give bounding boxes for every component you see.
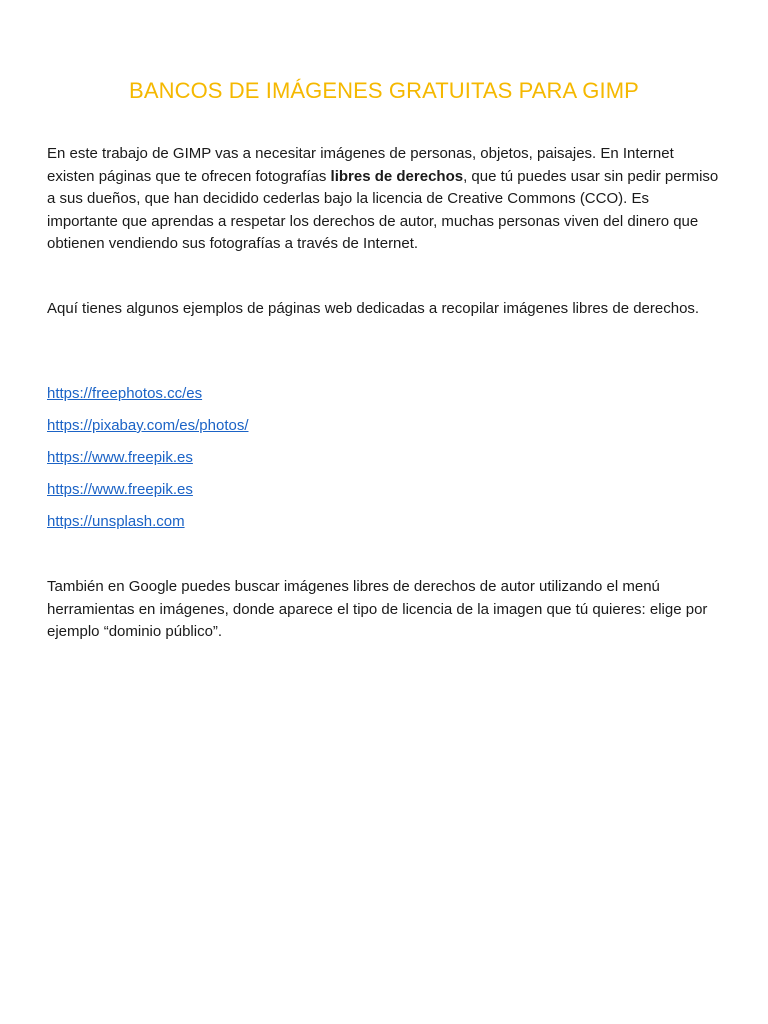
- document-title: BANCOS DE IMÁGENES GRATUITAS PARA GIMP: [129, 78, 639, 103]
- intro-text-after-bold: , que tú puedes usar sin pedir permiso a sus dueños, que han decidido cederlas bajo la licencia de Creative Commons (CCO). Es importante que aprendas a respetar los derechos de autor, muchas personas viven del dinero que obtienen vendiendo sus fotografías a través de Internet.: [47, 167, 719, 252]
- link-item: [47, 479, 249, 511]
- google-paragraph: También en Google puedes buscar imágenes libres de derechos de autor utilizando el menú herramientas en imágenes, donde aparece el tipo de licencia de la imagen que tú quieres: elige por ejemplo “dominio público”.: [47, 578, 708, 640]
- links-list: [47, 383, 249, 543]
- link-pixabay[interactable]: https://pixabay.com/es/photos/: [47, 417, 249, 434]
- link-freepik-2[interactable]: https://www.freepik.es: [47, 481, 193, 498]
- link-freephotos[interactable]: https://freephotos.cc/es: [47, 385, 203, 402]
- link-freepik[interactable]: https://www.freepik.es: [47, 449, 193, 466]
- link-item: [47, 415, 249, 447]
- intro-text-before-bold: En este trabajo de GIMP vas a necesitar imágenes de personas, objetos, paisajes. En Internet existen páginas que te ofrecen fotografías: [47, 145, 674, 185]
- intro-paragraph: [47, 143, 722, 256]
- link-item: [47, 383, 249, 415]
- link-unsplash[interactable]: https://unsplash.com: [47, 513, 185, 530]
- link-item: [47, 511, 249, 543]
- intro-bold-text: libres de derechos: [330, 167, 464, 185]
- link-item: [47, 447, 249, 479]
- examples-paragraph: Aquí tienes algunos ejemplos de páginas web dedicadas a recopilar imágenes libres de derechos.: [47, 300, 700, 317]
